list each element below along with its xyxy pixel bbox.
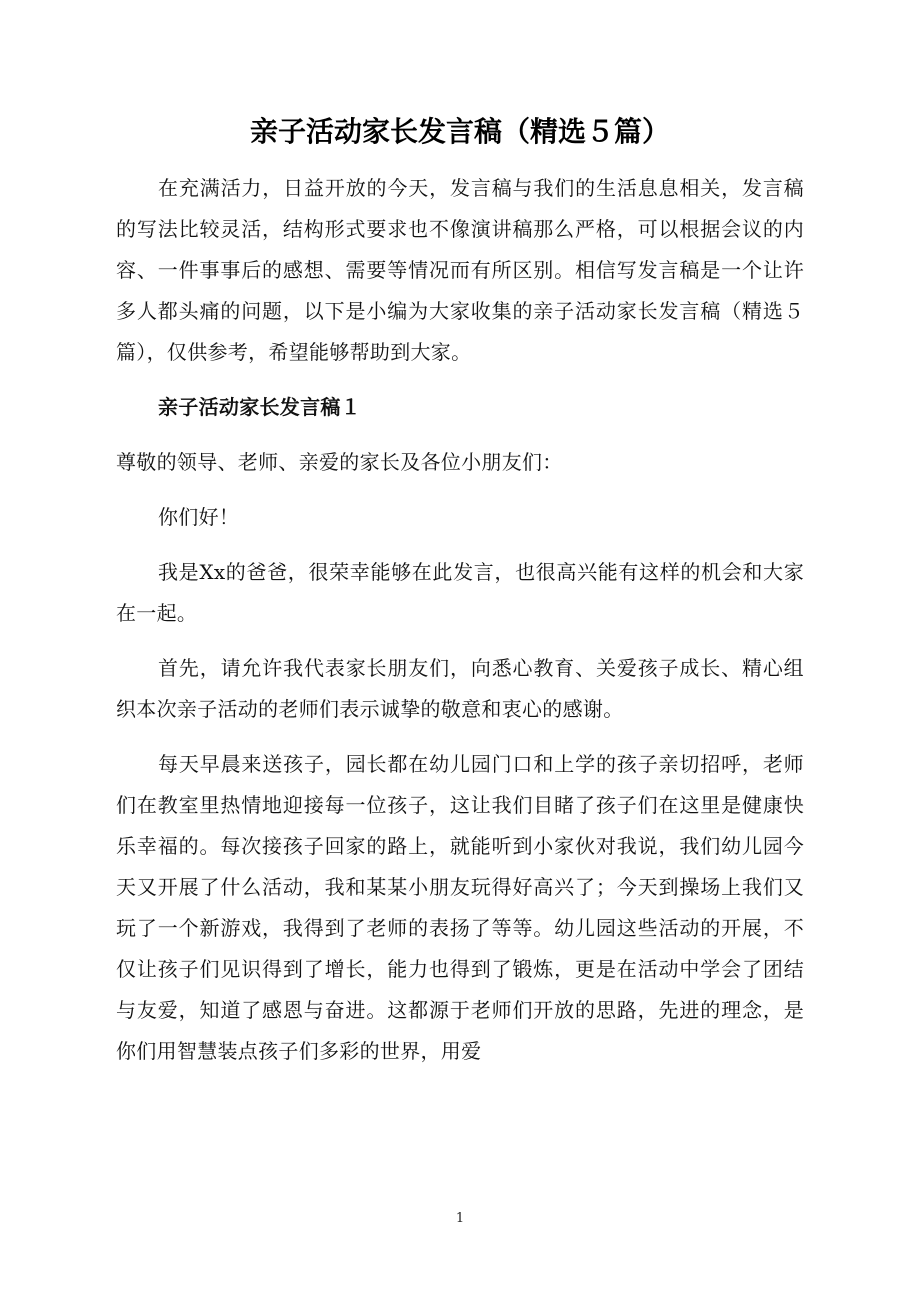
intro-paragraph: 在充满活力，日益开放的今天，发言稿与我们的生活息息相关，发言稿的写法比较灵活，结构形式要求也不像演讲稿那么严格，可以根据会议的内容、一件事事后的感想、需要等情况而有所区别。相信写发言稿是一个让许多人都头痛的问题，以下是小编为大家收集的亲子活动家长发言稿（精选５篇），仅供参考，希望能够帮助到大家。: [116, 176, 804, 364]
body-paragraph-1: 我是Xx的爸爸，很荣幸能够在此发言，也很高兴能有这样的机会和大家在一起。: [116, 560, 804, 625]
document-title: 亲子活动家长发言稿（精选５篇）: [249, 115, 670, 148]
body-paragraph-3: 每天早晨来送孩子，园长都在幼儿园门口和上学的孩子亲切招呼，老师们在教室里热情地迎接每一位孩子，这让我们目睹了孩子们在这里是健康快乐幸福的。每次接孩子回家的路上，就能听到小家伙对我说，我们幼儿园今天又开展了什么活动，我和某某小朋友玩得好高兴了；今天到操场上我们又玩了一个新游戏，我得到了老师的表扬了等等。幼儿园这些活动的开展，不仅让孩子们见识得到了增长，能力也得到了锻炼，更是在活动中学会了团结与友爱，知道了感恩与奋进。这都源于老师们开放的思路，先进的理念，是你们用智慧装点孩子们多彩的世界，用爱: [116, 752, 804, 1063]
page-number: 1: [455, 1211, 465, 1226]
salutation-paragraph: 尊敬的领导、老师、亲爱的家长及各位小朋友们：: [116, 450, 563, 474]
body-paragraph-2: 首先，请允许我代表家长朋友们，向悉心教育、关爱孩子成长、精心组织本次亲子活动的老师们表示诚挚的敬意和衷心的感谢。: [116, 656, 804, 721]
greeting-paragraph: 你们好！: [158, 505, 240, 529]
document-body: [116, 168, 804, 1072]
section-heading: 亲子活动家长发言稿１: [158, 395, 361, 419]
